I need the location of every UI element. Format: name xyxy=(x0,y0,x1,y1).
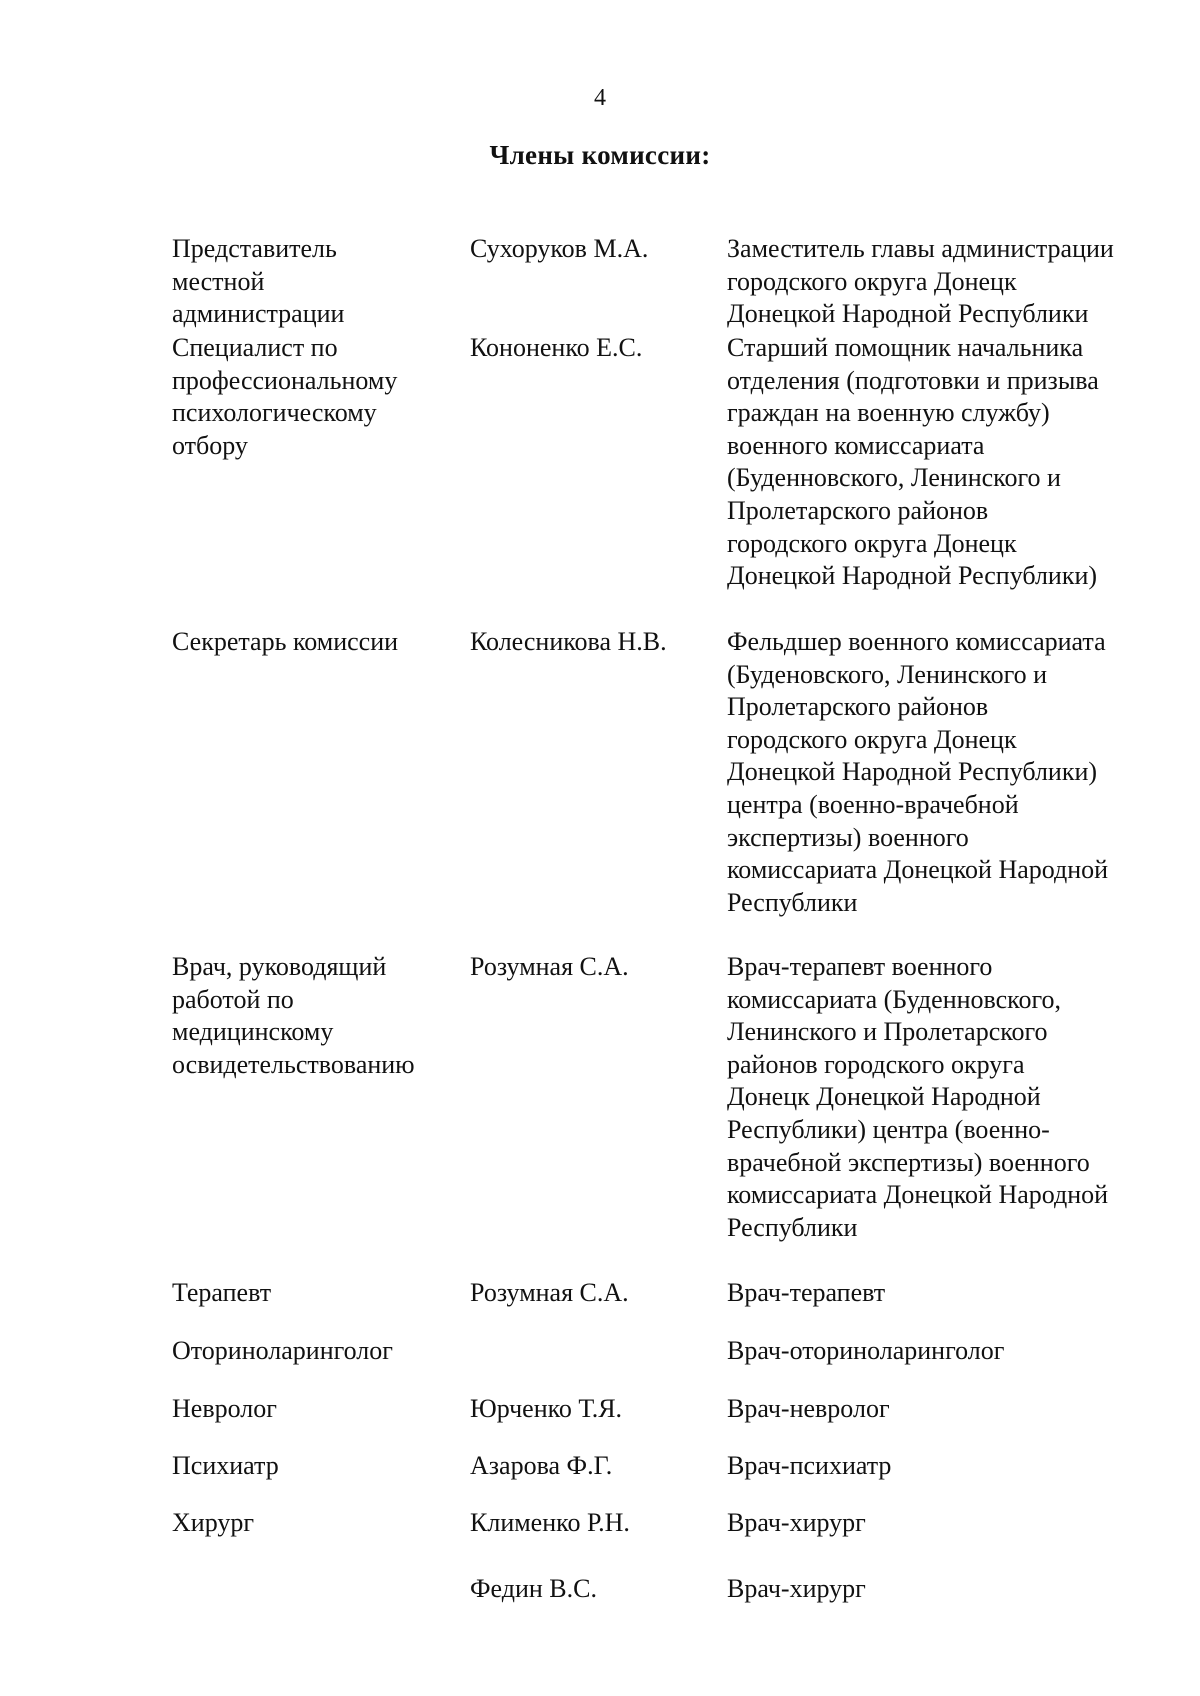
member-role: Представитель местной администрации xyxy=(172,234,345,329)
member-position: Врач-невролог xyxy=(727,1394,890,1423)
member-name: Юрченко Т.Я. xyxy=(470,1394,623,1423)
member-position: Врач-психиатр xyxy=(727,1451,892,1480)
page-number: 4 xyxy=(594,85,606,111)
member-position: Врач-хирург xyxy=(727,1508,866,1537)
member-position: Врач-терапевт xyxy=(727,1278,886,1307)
member-role: Терапевт xyxy=(172,1278,272,1307)
member-role: Секретарь комиссии xyxy=(172,627,399,656)
member-name: Азарова Ф.Г. xyxy=(470,1451,613,1480)
page-title: Члены комиссии: xyxy=(489,140,711,170)
member-position: Врач-оториноларинголог xyxy=(727,1336,1005,1365)
member-position: Заместитель главы администрации городского округа Донецк Донецкой Народной Республики xyxy=(727,234,1114,329)
member-position: Старший помощник начальника отделения (подготовки и призыва граждан на военную службу) военного комиссариата (Буденновского, Ленинского и Пролетарского районов городского округа Донецк Донецкой Народной Республики) xyxy=(727,333,1099,591)
member-name: Кононенко Е.С. xyxy=(470,333,643,362)
member-role: Специалист по профессиональному психологическому отбору xyxy=(172,333,398,460)
member-role: Психиатр xyxy=(172,1451,279,1480)
member-name: Клименко Р.Н. xyxy=(470,1508,630,1537)
member-name: Колесникова Н.В. xyxy=(470,627,667,656)
member-role: Врач, руководящий работой по медицинскому освидетельствованию xyxy=(172,952,415,1079)
member-position: Фельдшер военного комиссариата (Буденовского, Ленинского и Пролетарского районов городского округа Донецк Донецкой Народной Республики) центра (военно-врачебной экспертизы) военного комиссариата Донецкой Народной Республики xyxy=(727,627,1109,917)
member-name: Розумная С.А. xyxy=(470,952,629,981)
member-position: Врач-терапевт военного комиссариата (Буденновского, Ленинского и Пролетарского районов городского округа Донецк Донецкой Народной Республики) центра (военно- врачебной экспертизы) военного комиссариата Донецкой Народной Республики xyxy=(727,952,1109,1242)
member-name: Федин В.С. xyxy=(470,1574,597,1603)
member-role: Оториноларинголог xyxy=(172,1336,393,1365)
member-position: Врач-хирург xyxy=(727,1574,866,1603)
member-name: Сухоруков М.А. xyxy=(470,234,649,263)
member-role: Невролог xyxy=(172,1394,277,1423)
member-role: Хирург xyxy=(172,1508,255,1537)
member-name: Розумная С.А. xyxy=(470,1278,629,1307)
